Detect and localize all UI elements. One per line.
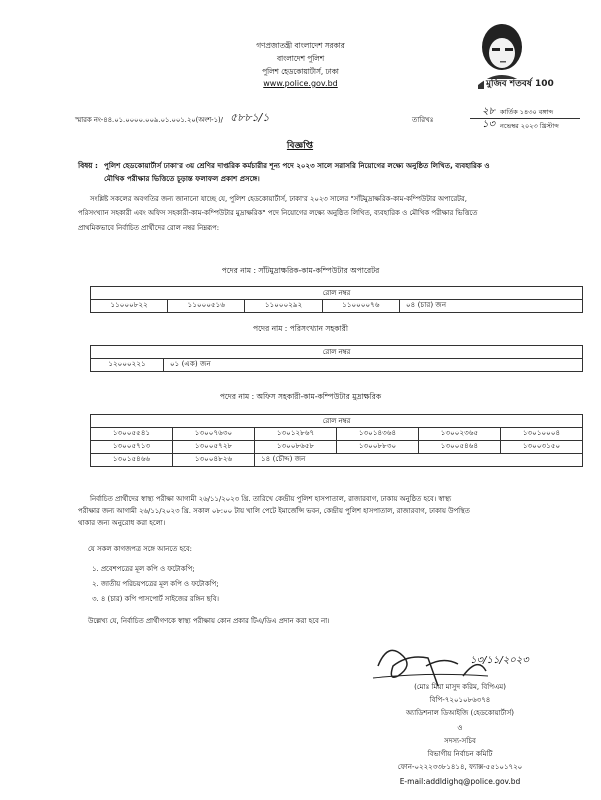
- roll-cell: ১৩০০৩১৫০: [500, 441, 582, 454]
- roll-count: ১৪ (চৌদ্দ) জন: [255, 454, 583, 467]
- post3-title: পদের নাম : অফিস সহকারী-কাম-কম্পিউটার মুদ্রাক্ষরিক: [219, 392, 382, 401]
- roll-cell: ১১০০০০৭৬: [322, 300, 399, 313]
- medical-line-3: থাকার জন্য অনুরোধ করা হলো।: [78, 519, 166, 527]
- docs-item: ২. জাতীয় পরিচয়পত্রের মূল কপি ও ফটোকপি;: [92, 580, 219, 588]
- signer-member: সদস্য-সচিব: [444, 737, 476, 745]
- docs-item: ৩. ৪ (চার) কপি পাসপোর্ট সাইজের রঙ্গিন ছবি।: [92, 595, 220, 603]
- docs-item: ১. প্রবেশপত্রের মূল কপি ও ফটোকপি;: [92, 565, 195, 573]
- roll-cell: ১৩০১২৮৬৭: [255, 428, 337, 441]
- roll-cell: ১১০০০৮২২: [91, 300, 168, 313]
- subject-line-1: পুলিশ হেডকোয়ার্টার্স ঢাকা'র ৩য় শ্রেণির দাপ্তরিক কর্মচারীর শূন্য পদে ২০২৩ সালে সরাসরি নিয়োগের লক্ষ্যে অনুষ্ঠিত লিখিত, ব্যবহারিক ও: [104, 161, 490, 170]
- roll-cell: ১৩০১৫৪৬৬: [91, 454, 173, 467]
- medical-line-2: পরীক্ষার জন্য আগামী ২৬/১১/২০২৩ খ্রি. সকাল ০৮:০০ টায় খালি পেটে ইমার্জেন্সি ভবন, কেন্দ্রীয় পুলিশ হাসপাতাল, রাজারবাগ, ঢাকায় উপস্থিত: [78, 507, 470, 515]
- signer-phone: ফোন-০২২২৩৩৮১৪১৪, ফ্যাক্স-৫৫১০১৭২০: [397, 763, 523, 771]
- post2-title: পদের নাম : পরিসংখ্যান সহকারী: [253, 324, 348, 333]
- roll-cell: ১৩০০৮৬৫৮: [255, 441, 337, 454]
- roll-cell: ১৩০০২৩৬৫: [418, 428, 500, 441]
- roll-cell: ১৩০০৫৫৪১: [91, 428, 173, 441]
- signature-date: ১৩/১১/২০২৩: [470, 655, 529, 666]
- post2-roll-table: [90, 345, 583, 372]
- website-link[interactable]: www.police.gov.bd: [263, 79, 338, 88]
- intro-line-3: প্রাথমিকভাবে নির্বাচিত প্রার্থীদের রোল নম্বর নিম্নরূপ:: [78, 224, 220, 232]
- roll-cell: ১৩০০৫৪৬৪: [418, 441, 500, 454]
- subject-line-2: মৌখিক পরীক্ষার ভিত্তিতে চূড়ান্ত ফলাফল প্রকাশ প্রসঙ্গে।: [104, 174, 260, 183]
- roll-cell: ১৩০০৭৬৩০: [172, 428, 254, 441]
- police-name: বাংলাদেশ পুলিশ: [276, 54, 325, 63]
- signer-and: ও: [457, 724, 463, 732]
- post1-title: পদের নাম : সাঁটমুদ্রাক্ষরিক-কাম-কম্পিউটার অপারেটর: [221, 266, 380, 275]
- notice-title: বিজ্ঞপ্তি: [286, 141, 314, 151]
- signer-email[interactable]: E-mail:addldighq@police.gov.bd: [399, 777, 521, 786]
- signer-name: (মোঃ মিয়া মাসুদ করিম, বিপিএম): [414, 683, 506, 691]
- roll-count: ০১ (এক) জন: [164, 359, 583, 372]
- memo-handwritten-number: ৫৮৮১/১: [230, 111, 270, 124]
- signer-bp: বিপি-৭২০১০৮৬৩৭৪: [429, 696, 491, 704]
- roll-cell: ১৩০০৪৮২৬: [172, 454, 254, 467]
- roll-cell: ১৩০১৪৩৬৪: [337, 428, 419, 441]
- roll-header: রোল নম্বর: [91, 415, 583, 428]
- intro-line-2: পরিসংখ্যান সহকারী এবং অফিস সহকারী-কাম-কম্পিউটার মুদ্রাক্ষরিক" পদে নিয়োগের লক্ষ্যে অনুষ্ঠিত লিখিত, ব্যবহারিক ও মৌখিক পরীক্ষার ভিত্তিতে: [78, 209, 478, 217]
- subject-label: বিষয় :: [78, 161, 98, 170]
- roll-header: রোল নম্বর: [91, 346, 583, 359]
- date-label: তারিখঃ: [412, 116, 434, 124]
- medical-line-1: নির্বাচিত প্রার্থীদের স্বাস্থ্য পরীক্ষা আগামী ২৬/১১/২০২৩ খ্রি. তারিখে কেন্দ্রীয় পুলিশ হাসপাতাল, রাজারবাগ, ঢাকায় অনুষ্ঠিত হবে। স্বাস্থ্য: [90, 495, 452, 503]
- hq-name: পুলিশ হেডকোয়ার্টার্স, ঢাকা: [262, 67, 339, 76]
- roll-cell: ১১০০০৫১৬: [168, 300, 245, 313]
- roll-header: রোল নম্বর: [91, 287, 583, 300]
- gov-name: গণপ্রজাতন্ত্রী বাংলাদেশ সরকার: [256, 41, 345, 50]
- roll-cell: ১৩০১০০০৪: [500, 428, 582, 441]
- memo-reference: স্মারক নং-৪৪.০১.০০০০.০০৯.০১.০০১.২০(অংশ-১)/: [75, 116, 223, 124]
- signer-designation: অ্যাডিশনাল ডিআইজি (হেডকোয়ার্টার্স): [405, 709, 514, 717]
- roll-cell: ১২০০০২২১: [91, 359, 164, 372]
- roll-cell: ১৩০০৮৮৩০: [337, 441, 419, 454]
- mujib-100-logo: [462, 15, 570, 105]
- post3-roll-table: [90, 414, 583, 467]
- date-bangla: কার্তিক ১৪৩০ বঙ্গাব্দ: [500, 108, 554, 116]
- docs-heading: যে সকল কাগজপত্র সঙ্গে আনতে হবে:: [88, 545, 192, 553]
- date-english: নভেম্বর ২০২৩ খ্রিস্টাব্দ: [500, 122, 559, 130]
- post1-roll-table: [90, 286, 583, 313]
- date-bangla-day: ২৮: [482, 106, 495, 117]
- mujib-logo-text: মুজিব শতবর্ষ 100: [486, 79, 554, 89]
- note-text: উল্লেখ্য যে, নির্বাচিত প্রার্থীগণকে স্বাস্থ্য পরীক্ষায় কোন প্রকার টিএ/ডিএ প্রদান করা হবে না।: [88, 617, 330, 625]
- date-english-day: ১৩: [482, 119, 495, 130]
- intro-line-1: সংশ্লিষ্ট সকলের অবগতির জন্য জানানো যাচ্ছে যে, পুলিশ হেডকোয়ার্টার্স, ঢাকা'র ২০২৩ সালের "সাঁটমুদ্রাক্ষরিক-কাম-কম্পিউটার অপারেটর,: [90, 195, 467, 203]
- roll-cell: ১১০০০২৯২: [245, 300, 322, 313]
- roll-cell: ১৩০০৫৭১৩: [91, 441, 173, 454]
- signer-committee: বিভাগীয় নির্বাচন কমিটি: [427, 750, 493, 758]
- roll-count: ০৪ (চার) জন: [400, 300, 583, 313]
- roll-cell: ১৩০০৫৭২৮: [172, 441, 254, 454]
